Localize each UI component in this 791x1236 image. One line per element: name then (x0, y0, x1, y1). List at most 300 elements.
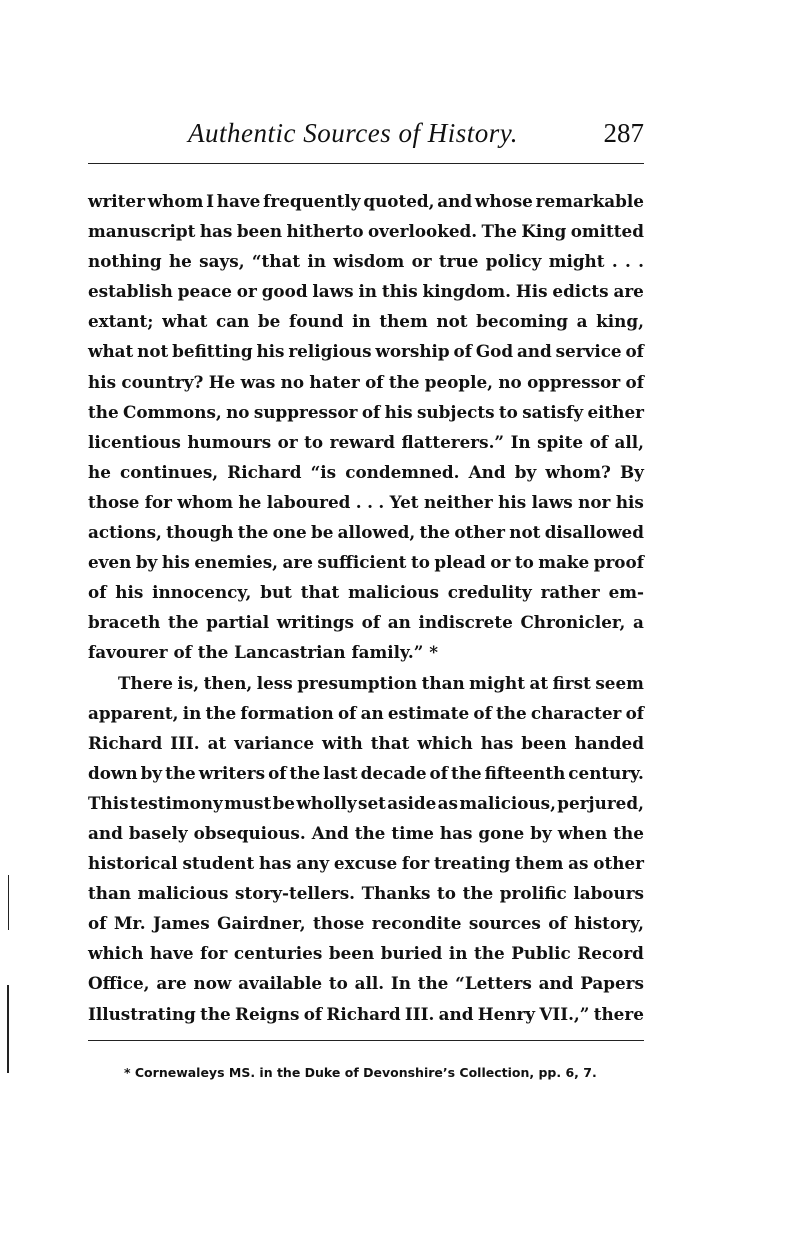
word: continues, (120, 461, 219, 482)
word: basely (128, 822, 188, 843)
word: in (358, 281, 378, 302)
word: there (593, 1003, 644, 1024)
word: innocency, (152, 582, 252, 603)
word: them (514, 853, 564, 874)
word: “is (310, 461, 337, 482)
text-line (88, 818, 644, 848)
word: no (280, 371, 305, 392)
word: down (88, 762, 138, 783)
word: as (437, 792, 458, 813)
word: but (260, 582, 292, 603)
word: In (510, 431, 531, 452)
word: of (429, 762, 448, 783)
word: quoted, (363, 191, 435, 211)
word: overlooked. (367, 221, 478, 242)
word: excuse (333, 853, 398, 874)
word: Papers (580, 973, 644, 994)
word: a (633, 612, 644, 633)
word: country? (121, 371, 204, 392)
word: satisfy (522, 401, 584, 422)
word: people, (424, 371, 494, 392)
word: favourer of the Lancastrian family.” * (88, 642, 438, 663)
word: he (88, 461, 111, 482)
text-line (88, 968, 644, 998)
word: of (548, 913, 567, 934)
word: treating (433, 853, 511, 874)
footnote-rule (88, 1040, 644, 1041)
word: . (638, 251, 644, 272)
text-line (88, 999, 644, 1029)
word: of (88, 913, 107, 934)
word: are (613, 281, 644, 302)
page-number: 287 (603, 118, 644, 148)
word: the (474, 943, 505, 964)
word: . (378, 491, 385, 512)
text-line (88, 607, 644, 637)
word: buried (380, 943, 443, 964)
word: of (625, 702, 644, 723)
word: Richard (88, 732, 163, 753)
text-line (88, 186, 644, 216)
word: the (200, 1003, 231, 1024)
word: service (555, 341, 622, 362)
word: one (272, 522, 307, 543)
word: gone (478, 822, 525, 843)
text-line (88, 728, 644, 758)
text-line (88, 487, 644, 517)
word: of (589, 431, 609, 452)
word: I (206, 191, 214, 211)
word: might (469, 672, 525, 693)
word: be (272, 792, 295, 813)
word: of (365, 371, 384, 392)
text-line (88, 637, 644, 667)
word: available (238, 973, 323, 994)
word: not (137, 341, 169, 362)
word: the (289, 762, 321, 783)
word: or (236, 281, 257, 302)
word: of (625, 341, 644, 362)
word: malicious, (459, 792, 556, 813)
word: than (88, 883, 132, 904)
word: must (224, 792, 272, 813)
word: the (496, 702, 527, 723)
word: his (88, 371, 117, 392)
text-line (88, 908, 644, 938)
word: is, (177, 672, 200, 693)
word: by (140, 762, 163, 783)
word: in (182, 702, 202, 723)
word: Chronicler, (520, 612, 626, 633)
word: other (454, 522, 506, 543)
word: and (538, 973, 574, 994)
word: can (216, 311, 250, 332)
word: good (261, 281, 308, 302)
running-title: Authentic Sources of History. (188, 118, 518, 148)
word: he (238, 491, 262, 512)
word: wisdom (333, 251, 405, 272)
word: his (256, 341, 285, 362)
word: spite (537, 431, 584, 452)
word: condemned. (345, 461, 460, 482)
word: writings (276, 612, 354, 633)
word: prolific (499, 883, 567, 904)
word: whom? (545, 461, 611, 482)
word: III. (170, 732, 200, 753)
word: what (162, 311, 208, 332)
word: of (303, 1003, 323, 1024)
word: sufficient (317, 552, 407, 573)
word: his (384, 401, 413, 422)
text-line (88, 698, 644, 728)
word: Thanks (361, 883, 431, 904)
word: has (258, 853, 292, 874)
word: Gairdner, (217, 913, 306, 934)
word: not (509, 522, 541, 543)
word: worship (375, 341, 450, 362)
word: Mr. (113, 913, 146, 934)
word: formation (240, 702, 334, 723)
word: whose (474, 191, 533, 211)
word: Richard (326, 1003, 401, 1024)
word: suppressor (253, 401, 358, 422)
word: befitting (172, 341, 253, 362)
footnote: * Cornewaleys MS. in the Duke of Devonshire’s Collection, pp. 6, 7. (124, 1065, 597, 1080)
word: as (568, 853, 589, 874)
word: actions, (88, 522, 162, 543)
word: writers (198, 762, 266, 783)
word: rather (540, 582, 600, 603)
text-line (88, 878, 644, 908)
word: hitherto (286, 221, 364, 242)
word: been (236, 221, 283, 242)
word: labours (573, 883, 644, 904)
word: any (296, 853, 330, 874)
word: reward (329, 431, 396, 452)
word: the (167, 612, 199, 633)
word: malicious (137, 883, 229, 904)
word: and (88, 822, 123, 843)
word: been (328, 943, 375, 964)
word: God (475, 341, 514, 362)
word: to (304, 431, 324, 452)
word: true (438, 251, 479, 272)
word: hater (309, 371, 360, 392)
word: with (321, 732, 363, 753)
word: extant; (88, 311, 154, 332)
word: than (421, 672, 465, 693)
word: by (135, 552, 158, 573)
word: says, (199, 251, 245, 272)
word: history, (574, 913, 644, 934)
word: allowed, (337, 522, 416, 543)
word: his (615, 491, 644, 512)
text-line (88, 517, 644, 547)
word: “Letters (455, 973, 532, 994)
word: III. (404, 1003, 435, 1024)
word: indiscrete (418, 612, 513, 633)
word: have (150, 943, 194, 964)
word: “that (251, 251, 301, 272)
word: laboured (266, 491, 351, 512)
word: has (439, 822, 473, 843)
word: either (587, 401, 644, 422)
word: those (88, 491, 140, 512)
word: have (216, 191, 261, 211)
text-line (88, 246, 644, 276)
word: his (498, 491, 527, 512)
word: for (401, 853, 430, 874)
word: and (438, 1003, 474, 1024)
word: no (226, 401, 250, 422)
word: Record (577, 943, 644, 964)
word: malicious (348, 582, 439, 603)
word: humours (187, 431, 272, 452)
word: omitted (570, 221, 644, 242)
word: The (481, 221, 517, 242)
word: of (337, 702, 357, 723)
word: last (323, 762, 358, 783)
word: religious (288, 341, 372, 362)
word: policy (485, 251, 542, 272)
word: to (498, 401, 518, 422)
word: all, (614, 431, 644, 452)
word: the (165, 762, 196, 783)
word: em- (608, 582, 644, 603)
word: an (387, 612, 411, 633)
word: plead (434, 552, 486, 573)
word: the (88, 401, 119, 422)
word: the (462, 883, 494, 904)
word: the (613, 822, 644, 843)
word: the (205, 702, 237, 723)
text-line (88, 367, 644, 397)
page-header (88, 118, 644, 158)
word: King (521, 221, 567, 242)
text-line (88, 547, 644, 577)
word: time (391, 822, 434, 843)
word: his (161, 552, 190, 573)
text-line (88, 336, 644, 366)
word: of (361, 401, 381, 422)
word: or (490, 552, 511, 573)
word: disallowed (544, 522, 644, 543)
word: or (277, 431, 298, 452)
word: the (388, 371, 420, 392)
word: flatterers.” (401, 431, 505, 452)
word: his (115, 582, 144, 603)
word: might (548, 251, 605, 272)
word: to (410, 552, 430, 573)
text-line (88, 848, 644, 878)
word: of (453, 341, 472, 362)
text-line (88, 427, 644, 457)
word: those (313, 913, 365, 934)
word: of (88, 582, 107, 603)
word: remarkable (535, 191, 644, 211)
word: edicts (552, 281, 609, 302)
word: sources (468, 913, 541, 934)
word: establish (88, 281, 173, 302)
word: partial (206, 612, 270, 633)
word: whom (177, 491, 233, 512)
word: make (538, 552, 590, 573)
text-line (88, 276, 644, 306)
word: variance (234, 732, 314, 753)
word: Illustrating (88, 1003, 196, 1024)
word: enemies, (194, 552, 278, 573)
word: found (288, 311, 344, 332)
word: not (436, 311, 468, 332)
word: be (310, 522, 334, 543)
word: manuscript (88, 221, 196, 242)
word: for (200, 943, 228, 964)
word: at (207, 732, 227, 753)
word: nor (578, 491, 611, 512)
word: story-tellers. (235, 883, 355, 904)
word: . (355, 491, 362, 512)
word: in (352, 311, 371, 332)
word: to (328, 973, 348, 994)
margin-mark (8, 875, 9, 930)
word: that (300, 582, 340, 603)
word: credulity (447, 582, 532, 603)
word: a (576, 311, 588, 332)
word: of (473, 702, 492, 723)
text-line (88, 668, 644, 698)
word: the (450, 762, 482, 783)
word: frequently (263, 191, 361, 211)
word: for (144, 491, 172, 512)
word: now (193, 973, 232, 994)
word: Henry (477, 1003, 536, 1024)
word: . (611, 251, 618, 272)
word: in (307, 251, 326, 272)
word: which (417, 732, 473, 753)
text-line (88, 216, 644, 246)
word: are (282, 552, 313, 573)
word: handed (574, 732, 644, 753)
word: to (437, 883, 456, 904)
word: proof (593, 552, 644, 573)
word: an (360, 702, 384, 723)
word: century. (568, 762, 644, 783)
word: in (448, 943, 468, 964)
word: whom (147, 191, 204, 211)
margin-mark (7, 985, 9, 1073)
word: Office, (88, 973, 150, 994)
word: nothing (88, 251, 162, 272)
word: the (237, 522, 269, 543)
word: centuries (233, 943, 323, 964)
word: other (593, 853, 644, 874)
word: less (256, 672, 293, 693)
word: neither (423, 491, 493, 512)
word: though (166, 522, 234, 543)
word: even (88, 552, 132, 573)
word: decade (360, 762, 427, 783)
word: Commons, (123, 401, 222, 422)
word: . (367, 491, 373, 512)
word: perjured, (557, 792, 644, 813)
word: By (619, 461, 644, 482)
word: and (516, 341, 552, 362)
word: wholly (296, 792, 357, 813)
word: James (152, 913, 210, 934)
word: or (411, 251, 432, 272)
word: that (370, 732, 410, 753)
word: He (208, 371, 236, 392)
word: And (311, 822, 349, 843)
word: and (437, 191, 473, 211)
word: Public (511, 943, 571, 964)
word: Richard (227, 461, 302, 482)
word: then, (203, 672, 253, 693)
word: the (419, 522, 451, 543)
word: this (381, 281, 418, 302)
word: . (624, 251, 631, 272)
word: of (361, 612, 381, 633)
word: recondite (371, 913, 462, 934)
word: writer (88, 191, 145, 211)
word: There (118, 672, 173, 693)
word: becoming (476, 311, 569, 332)
word: laws (531, 491, 573, 512)
word: of (625, 371, 644, 392)
word: His (515, 281, 548, 302)
text-line (88, 788, 644, 818)
text-line (88, 457, 644, 487)
word: set (358, 792, 386, 813)
text-line (88, 938, 644, 968)
word: was (240, 371, 276, 392)
text-line (88, 758, 644, 788)
word: what (88, 341, 134, 362)
word: braceth (88, 612, 161, 633)
word: Yet (389, 491, 419, 512)
word: historical (88, 853, 178, 874)
word: character (530, 702, 622, 723)
word: king, (596, 311, 644, 332)
word: licentious (88, 431, 181, 452)
word: all. (354, 973, 385, 994)
word: testimony (129, 792, 223, 813)
word: student (182, 853, 255, 874)
word: to (514, 552, 534, 573)
word: subjects (416, 401, 495, 422)
word: at (529, 672, 549, 693)
word: In (390, 973, 411, 994)
word: no (498, 371, 522, 392)
word: be (257, 311, 281, 332)
word: kingdom. (422, 281, 511, 302)
word: when (557, 822, 608, 843)
word: And (468, 461, 506, 482)
word: presumption (297, 672, 418, 693)
word: by (530, 822, 552, 843)
word: has (480, 732, 514, 753)
word: estimate (387, 702, 470, 723)
word: by (514, 461, 537, 482)
word: he (168, 251, 192, 272)
word: first (552, 672, 591, 693)
word: apparent, (88, 702, 179, 723)
word: the (354, 822, 386, 843)
word: the (417, 973, 449, 994)
word: This (88, 792, 129, 813)
word: laws (312, 281, 354, 302)
word: them (379, 311, 428, 332)
